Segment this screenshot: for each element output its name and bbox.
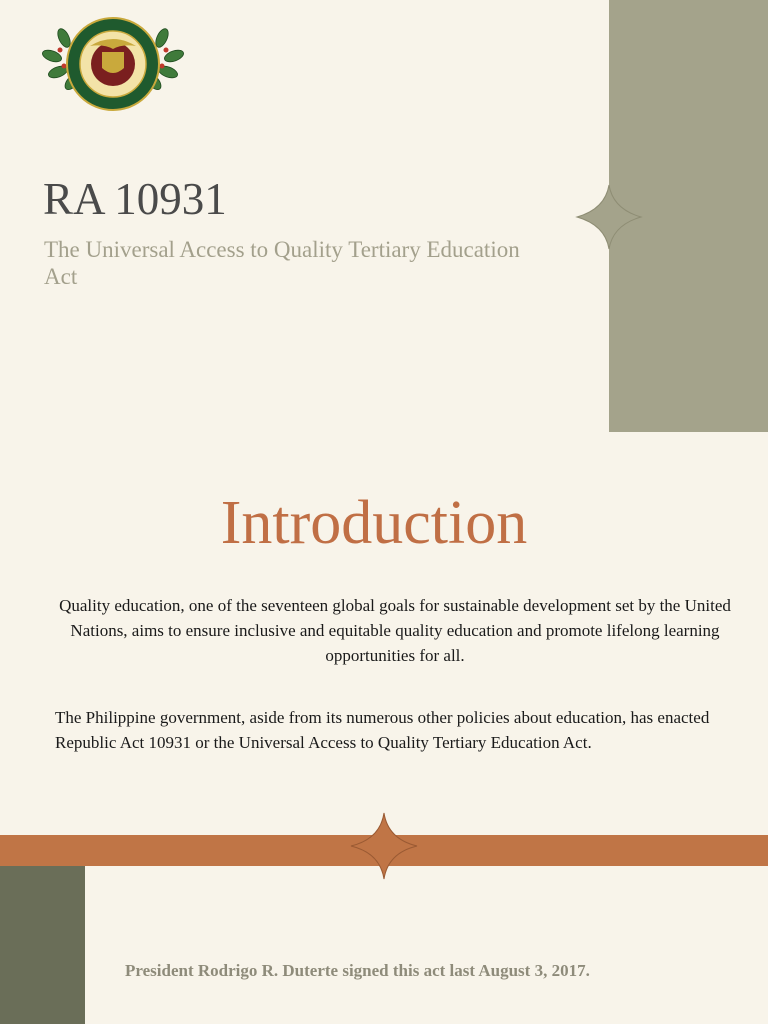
- intro-paragraph-2: The Philippine government, aside from its numerous other policies about education, has enacted Republic Act 10931 or the Universal Access to Quality Tertiary Education Act.: [55, 708, 710, 752]
- diamond-ornament-icon: [349, 811, 419, 881]
- dark-decorative-block: [0, 866, 85, 1024]
- page-title: RA 10931: [43, 174, 227, 224]
- footer-note: President Rodrigo R. Duterte signed this act last August 3, 2017.: [125, 961, 590, 980]
- university-seal-icon: [42, 16, 184, 116]
- intro-paragraph-1: Quality education, one of the seventeen global goals for sustainable development set by the United Nations, aims to ensure inclusive and equitable quality education and promote lifelong learning opportunities for all.: [59, 596, 731, 665]
- diamond-ornament-icon: [575, 183, 643, 251]
- section-heading-introduction: Introduction: [220, 489, 528, 557]
- page-subtitle: The Universal Access to Quality Tertiary Education Act: [44, 237, 520, 289]
